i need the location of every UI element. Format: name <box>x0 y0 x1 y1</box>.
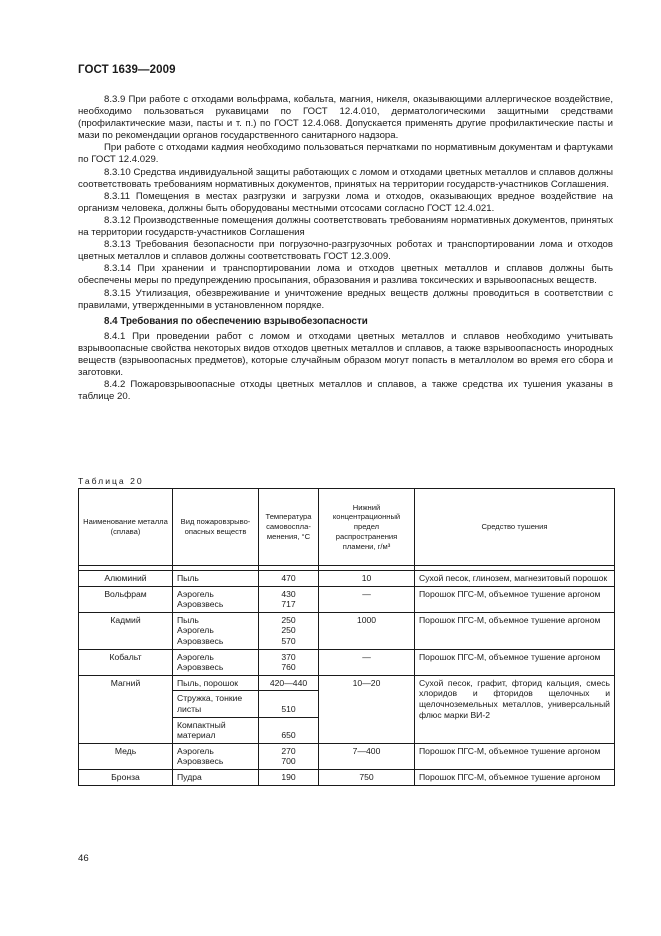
table-row <box>79 571 615 587</box>
fire-hazard-table <box>78 488 615 786</box>
cell-temperature: 470 <box>259 571 319 587</box>
cell-concentration: 10 <box>319 571 415 587</box>
table-row <box>79 769 615 785</box>
cell-metal: Алюминий <box>79 571 173 587</box>
cell-temperature: 370 760 <box>259 649 319 675</box>
cell-concentration: 7—400 <box>319 743 415 769</box>
cell-extinguisher: Порошок ПГС-М, объемное тушение аргоном <box>415 586 615 612</box>
cell-extinguisher: Сухой песок, глинозем, магнезитовый порошок <box>415 571 615 587</box>
paragraph-8-3-14: 8.3.14 При хранении и транспортировании лома и отходов цветных металлов и сплавов должны быть обеспечены меры по предупреждению просыпания, образования и разлива токсических и взрывоопасных веществ. <box>78 263 613 287</box>
table-caption: Таблица 20 <box>78 476 144 486</box>
cell-temperature: 650 <box>259 717 319 743</box>
header-extinguishing-agent: Средство тушения <box>415 489 615 566</box>
cell-metal: Магний <box>79 675 173 743</box>
cell-temperature: 420—440 <box>259 675 319 691</box>
cell-type: Стружка, тонкие листы <box>173 691 259 717</box>
cell-temperature: 270 700 <box>259 743 319 769</box>
cell-concentration: 1000 <box>319 612 415 649</box>
paragraph-8-3-11: 8.3.11 Помещения в местах разгрузки и загрузки лома и отходов, оказывающих вредное воздействие на организм человека, должны быть оборудованы местными отсосами согласно ГОСТ 12.4.021. <box>78 190 613 214</box>
cell-temperature: 510 <box>259 691 319 717</box>
cell-type: Аэрогель Аэровзвесь <box>173 586 259 612</box>
header-concentration-limit: Нижний концентрационный предел распространения пламени, г/м³ <box>319 489 415 566</box>
paragraph-8-3-12: 8.3.12 Производственные помещения должны соответствовать требованиям нормативных документов, принятых на территории государств-участников Соглашения <box>78 214 613 239</box>
header-substance-type: Вид пожаровзрыво-опасных веществ <box>173 489 259 566</box>
table-row <box>79 612 615 649</box>
paragraph-8-3-13: 8.3.13 Требования безопасности при погрузочно-разгрузочных роботах и транспортировании лома и отходов цветных металлов и сплавов должны соответствовать ГОСТ 12.3.009. <box>78 239 613 263</box>
table-row <box>79 649 615 675</box>
table-row <box>79 675 615 691</box>
cell-type: Аэрогель Аэровзвесь <box>173 743 259 769</box>
body-text <box>78 94 613 403</box>
cell-temperature: 190 <box>259 769 319 785</box>
paragraph-8-3-9: 8.3.9 При работе с отходами вольфрама, кобальта, магния, никеля, оказывающими аллергическое воздействие, необходимо пользоваться рукавицами по ГОСТ 12.4.010, дерматологическими защитными средствами (профилактические мази, пасты и т. п.) по ГОСТ 12.4.068. Допускается применять другие профилактические пасты и мази по рекомендации органов государственного санитарного надзора. <box>78 94 613 142</box>
table-header-row <box>79 489 615 566</box>
page-number: 46 <box>78 853 89 864</box>
cell-extinguisher: Порошок ПГС-М, объемное тушение аргоном <box>415 612 615 649</box>
cell-concentration: 750 <box>319 769 415 785</box>
cell-type: Пыль, порошок <box>173 675 259 691</box>
cell-concentration: 10—20 <box>319 675 415 743</box>
cell-temperature: 250 250 570 <box>259 612 319 649</box>
header-ignition-temperature: Температура самовоспла-менения, °С <box>259 489 319 566</box>
paragraph-8-3-10: 8.3.10 Средства индивидуальной защиты работающих с ломом и отходами цветных металлов и сплавов должны соответствовать требованиям нормативных документов, принятых на территории государств-участников Соглашения. <box>78 166 613 190</box>
cell-metal: Кадмий <box>79 612 173 649</box>
cell-extinguisher: Порошок ПГС-М, объемное тушение аргоном <box>415 769 615 785</box>
table-row <box>79 586 615 612</box>
cell-temperature: 430 717 <box>259 586 319 612</box>
cell-concentration: — <box>319 649 415 675</box>
cell-metal: Кобальт <box>79 649 173 675</box>
cell-concentration: — <box>319 586 415 612</box>
paragraph-cadmium-gloves: При работе с отходами кадмия необходимо пользоваться перчатками по нормативным документам и фартуками по ГОСТ 12.4.029. <box>78 142 613 166</box>
cell-type: Пыль Аэрогель Аэровзвесь <box>173 612 259 649</box>
document-header: ГОСТ 1639—2009 <box>78 64 176 76</box>
cell-extinguisher: Порошок ПГС-М, объемное тушение аргоном <box>415 649 615 675</box>
table-row <box>79 743 615 769</box>
cell-metal: Вольфрам <box>79 586 173 612</box>
header-metal: Наименование металла (сплава) <box>79 489 173 566</box>
cell-type: Компактный материал <box>173 717 259 743</box>
cell-type: Пудра <box>173 769 259 785</box>
paragraph-8-3-15: 8.3.15 Утилизация, обезвреживание и уничтожение вредных веществ должны проводиться в соответствии с правилами, утвержденными в установленном порядке. <box>78 287 613 311</box>
cell-type: Пыль <box>173 571 259 587</box>
cell-extinguisher: Порошок ПГС-М, объемное тушение аргоном <box>415 743 615 769</box>
paragraph-8-4-2: 8.4.2 Пожаровзрывоопасные отходы цветных металлов и сплавов, а также средства их тушения указаны в таблице 20. <box>78 379 613 403</box>
cell-metal: Бронза <box>79 769 173 785</box>
cell-type: Аэрогель Аэровзвесь <box>173 649 259 675</box>
section-heading-8-4: 8.4 Требования по обеспечению взрывобезопасности <box>104 315 368 327</box>
paragraph-8-4-1: 8.4.1 При проведении работ с ломом и отходами цветных металлов и сплавов необходимо учитывать взрывоопасные свойства некоторых видов отходов цветных металлов и сплавов, а также взрывоопасность инородных веществ (взрывоопасных предметов), которые случайным образом могут попасть в металлолом во время его сбора и заготовки. <box>78 330 613 379</box>
cell-metal: Медь <box>79 743 173 769</box>
cell-extinguisher: Сухой песок, графит, фторид кальция, смесь хлоридов и фторидов щелочных и щелочноземельных металлов, универсальный флюс марки ВИ-2 <box>415 675 615 743</box>
